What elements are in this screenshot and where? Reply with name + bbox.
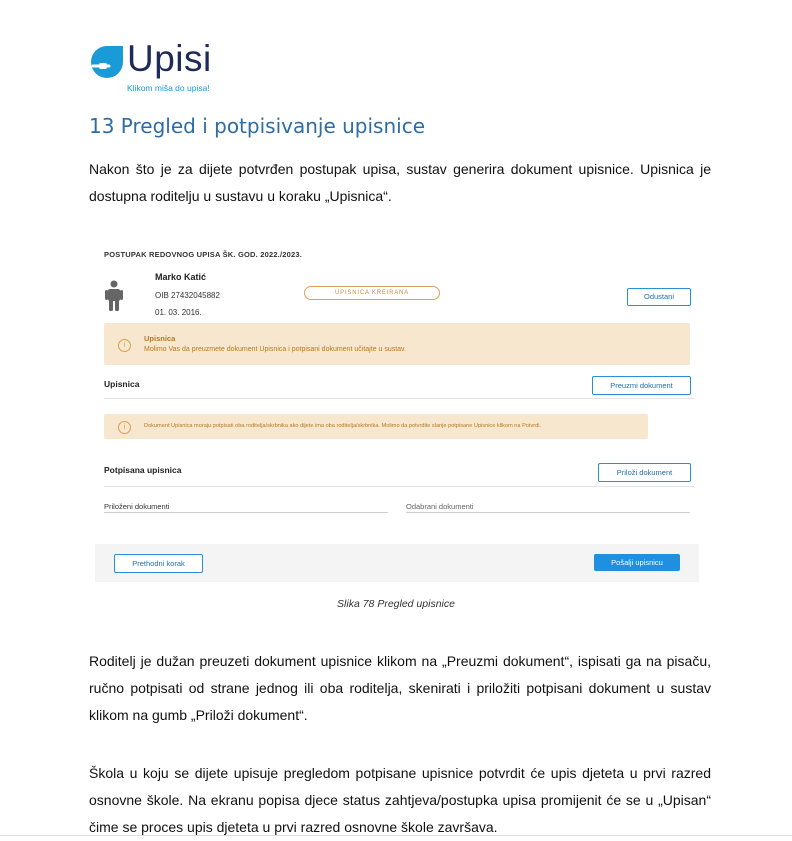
upisi-logo-mark-icon [89,44,125,80]
child-birthdate: 01. 03. 2016. [155,308,202,317]
section-heading: 13 Pregled i potpisivanje upisnice [89,114,425,138]
info-icon: i [118,339,131,352]
info-alert [104,323,690,365]
child-name: Marko Katić [155,272,207,282]
person-icon [104,280,124,312]
page-bottom-rule [0,835,792,836]
divider [104,486,694,487]
paragraph-intro: Nakon što je za dijete potvrđen postupak upisa, sustav generira dokument upisnice. Upisnica je dostupna roditelju u sustavu u koraku „Upisnica“. [89,161,711,204]
status-badge: UPISNICA KREIRANA [304,286,440,300]
signed-section-title: Potpisana upisnica [104,465,182,475]
attached-documents-label: Priloženi dokumenti [104,502,170,511]
upisnica-section-title: Upisnica [104,379,140,389]
cancel-button[interactable]: Odustani [627,288,691,306]
previous-step-button[interactable]: Prethodni korak [114,554,203,573]
selected-documents-field[interactable]: Odabrani dokumenti [406,502,474,511]
paragraph-school-confirmation: Škola u koju se dijete upisuje pregledom potpisane upisnice potvrdit će upis djeteta u prvi razred osnovne škole. Na ekranu popisa djece status zahtjeva/postupka upisa promijenit će se u „Upisan“ čime se proces upis djeteta u prvi razred osnovne škole završava. [89,765,711,835]
info-alert-title: Upisnica [144,334,176,343]
figure-caption: Slika 78 Pregled upisnice [337,598,455,610]
selected-documents-underline [406,512,690,513]
divider [104,398,694,399]
download-document-button[interactable]: Preuzmi dokument [592,376,691,395]
signature-alert-text: Dokument Upisnica moraju potpisati oba roditelja/skrbnika ako dijete ima oba roditelja/skrbnika. Molimo da potvrdite slanje potpisane Upisnice klikom na Potvrdi. [144,423,542,429]
info-alert-text: Molimo Vas da preuzmete dokument Upisnica i potpisani dokument učitajte u sustav. [144,346,406,353]
procedure-title: POSTUPAK REDOVNOG UPISA ŠK. GOD. 2022./2023. [104,250,303,259]
child-oib: OIB 27432045882 [155,291,220,300]
paragraph-download-instructions: Roditelj je dužan preuzeti dokument upisnice klikom na „Preuzmi dokument“, ispisati ga na pisaču, ručno potpisati od strane jednog ili oba roditelja, skenirati i priložiti potpisani dokument u sustav klikom na gumb „Priloži dokument“. [89,653,711,723]
logo-wordmark: Upisi [127,38,212,79]
info-icon: i [118,421,131,434]
send-upisnica-button[interactable]: Pošalji upisnicu [594,554,680,571]
logo-tagline: Klikom miša do upisa! [127,83,210,93]
attached-documents-underline [104,512,388,513]
attach-document-button[interactable]: Priloži dokument [598,463,691,482]
